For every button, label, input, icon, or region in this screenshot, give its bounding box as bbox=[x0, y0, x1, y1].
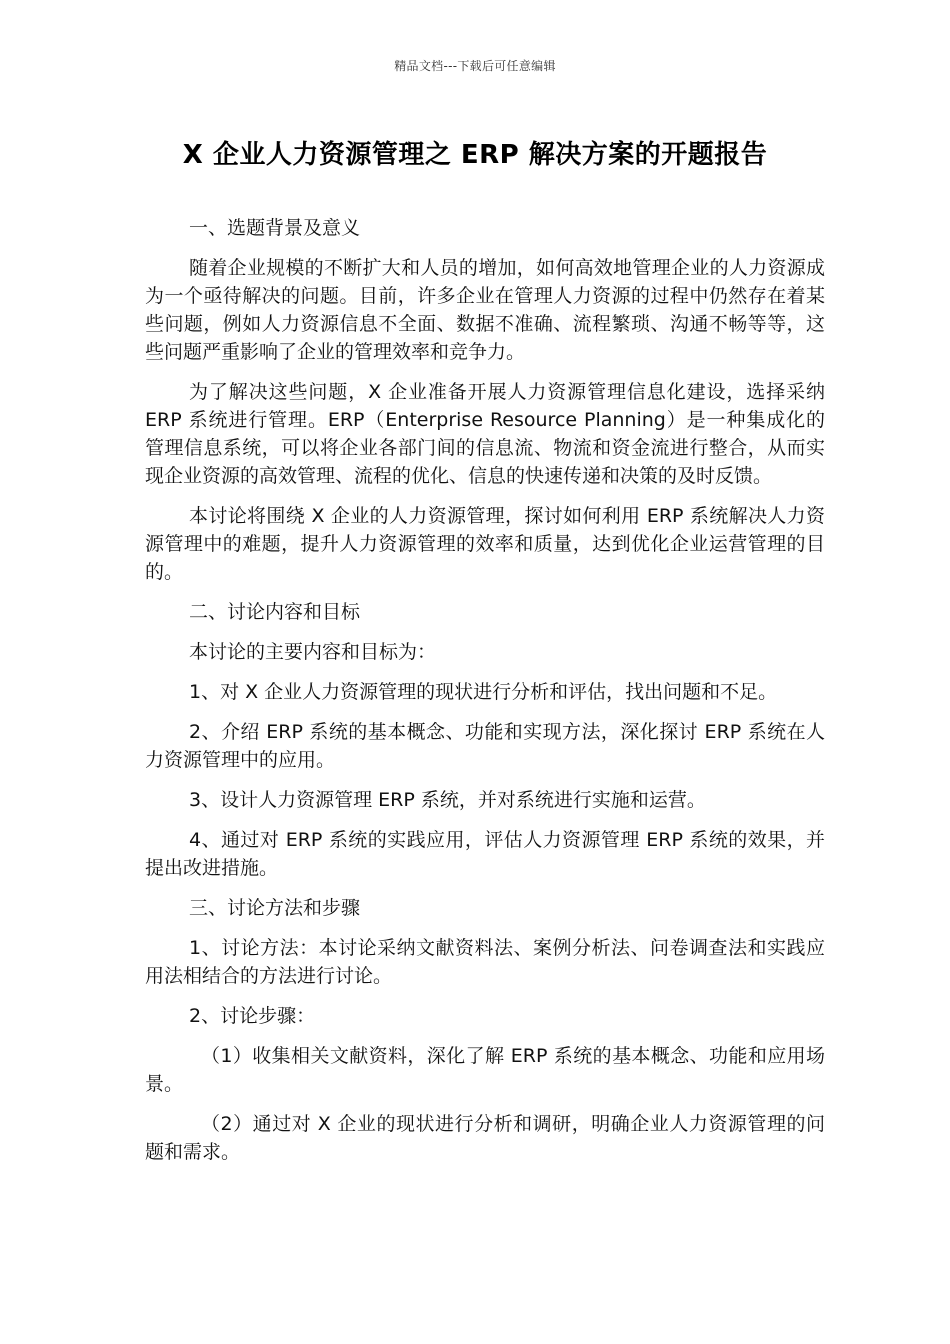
paragraph-erp-intro: 为了解决这些问题，X 企业准备开展人力资源管理信息化建设，选择采纳 ERP 系统进行管理。ERP（Enterprise Resource Planning）是一种集成化的管理信息系统，可以将企业各部门间的信息流、物流和资金流进行整合，从而实现企业资源的高效管理、流程的优化、信息的快速传递和决策的及时反馈。 bbox=[145, 381, 825, 487]
section-heading-methods-steps: 三、讨论方法和步骤 bbox=[189, 897, 361, 919]
list-item-steps: 2、讨论步骤： bbox=[189, 1005, 316, 1027]
list-item-method: 1、讨论方法：本讨论采纳文献资料法、案例分析法、问卷调查法和实践应用法相结合的方法进行讨论。 bbox=[145, 937, 825, 987]
paragraph-background: 随着企业规模的不断扩大和人员的增加，如何高效地管理企业的人力资源成为一个亟待解决的问题。目前，许多企业在管理人力资源的过程中仍然存在着某些问题，例如人力资源信息不全面、数据不准确、流程繁琐、沟通不畅等等，这些问题严重影响了企业的管理效率和竞争力。 bbox=[145, 257, 825, 363]
paragraph-goals-intro: 本讨论的主要内容和目标为： bbox=[189, 641, 437, 663]
document-body bbox=[145, 214, 825, 1178]
list-item-goal-4: 4、通过对 ERP 系统的实践应用，评估人力资源管理 ERP 系统的效果，并提出改进措施。 bbox=[145, 829, 825, 879]
list-item-goal-2: 2、介绍 ERP 系统的基本概念、功能和实现方法，深化探讨 ERP 系统在人力资源管理中的应用。 bbox=[145, 721, 825, 771]
header-note: 精品文档---下载后可任意编辑 bbox=[394, 59, 556, 73]
list-item-step-2: （2）通过对 X 企业的现状进行分析和调研，明确企业人力资源管理的问题和需求。 bbox=[145, 1113, 825, 1163]
list-item-goal-3: 3、设计人力资源管理 ERP 系统，并对系统进行实施和运营。 bbox=[189, 789, 706, 811]
document-title: X 企业人力资源管理之 ERP 解决方案的开题报告 bbox=[182, 140, 768, 170]
list-item-goal-1: 1、对 X 企业人力资源管理的现状进行分析和评估，找出问题和不足。 bbox=[189, 681, 778, 703]
list-item-step-1: （1）收集相关文献资料，深化了解 ERP 系统的基本概念、功能和应用场景。 bbox=[145, 1045, 825, 1095]
section-heading-background: 一、选题背景及意义 bbox=[189, 217, 361, 239]
paragraph-discussion-scope: 本讨论将围绕 X 企业的人力资源管理，探讨如何利用 ERP 系统解决人力资源管理中的难题，提升人力资源管理的效率和质量，达到优化企业运营管理的目的。 bbox=[145, 505, 825, 583]
section-heading-content-goals: 二、讨论内容和目标 bbox=[189, 601, 361, 623]
